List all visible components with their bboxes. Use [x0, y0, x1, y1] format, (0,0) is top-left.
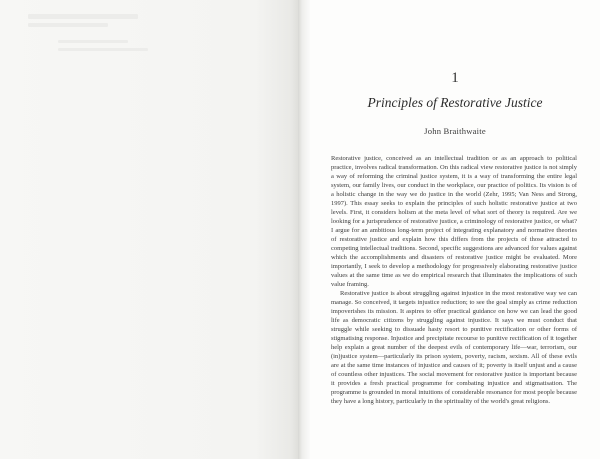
chapter-number: 1 — [451, 70, 459, 86]
body-paragraph: Restorative justice is about struggling against injustice in the most restorative way we can manage. So conceived, it targets injustice reduction; to see the goal simply as crime reduction impoverishes its mission. It aspires to offer practical guidance on how we can lead the good life as democratic citizens by struggling against injustice. It says we must conduct that struggle while seeking to dissuade hasty resort to punitive rectification or other forms of stigmatising response. Injustice and precipitate recourse to punitive rectification of it together help explain a great number of the deepest evils of contemporary life—war, terrorism, our (in)justice system—particularly its prison system, poverty, racism, sexism. All of these evils are at the same time instances of injustice and causes of it; poverty is itself unjust and a cause of countless other injustices. The social movement for restorative justice is important because it provides a fresh practical programme for combating injustice and stigmatisation. The programme is grounded in moral intuitions of considerable resonance for most people because they have a long history, particularly in the spirituality of the world's great religions. — [331, 290, 577, 405]
bleed-through-mark — [28, 23, 108, 27]
chapter-body — [331, 154, 577, 406]
chapter-title: Principles of Restorative Justice — [367, 95, 543, 110]
chapter-author: John Braithwaite — [424, 126, 486, 136]
bleed-through-mark — [58, 40, 128, 43]
bleed-through-mark — [28, 14, 138, 19]
book-gutter — [298, 0, 310, 459]
body-paragraph: Restorative justice, conceived as an intellectual tradition or as an approach to political practice, involves radical transformation. On this radical view restorative justice is not simply a way of reforming the criminal justice system, it is a way of transforming the entire legal system, our family lives, our conduct in the workplace, our practice of politics. Its vision is of a holistic change in the way we do justice in the world (Zehr, 1995; Van Ness and Strong, 1997). This essay seeks to explain the principles of such holistic restorative justice at two levels. First, it considers holism at the meta level of what sort of theory is required. Are we looking for a jurisprudence of restorative justice, a criminology of restorative justice, or what? I argue for an ambitious long-term project of integrating explanatory and normative theories of restorative justice and explain how this differs from the projects of those attracted to competing intellectual traditions. Second, specific suggestions are advanced for values against which the accomplishments and disasters of restorative justice might be evaluated. More importantly, I seek to develop a methodology for progressively elaborating restorative justice values at the same time as we do empirical research that illuminates the implications of such value framing. — [331, 155, 577, 288]
bleed-through-mark — [58, 48, 148, 51]
